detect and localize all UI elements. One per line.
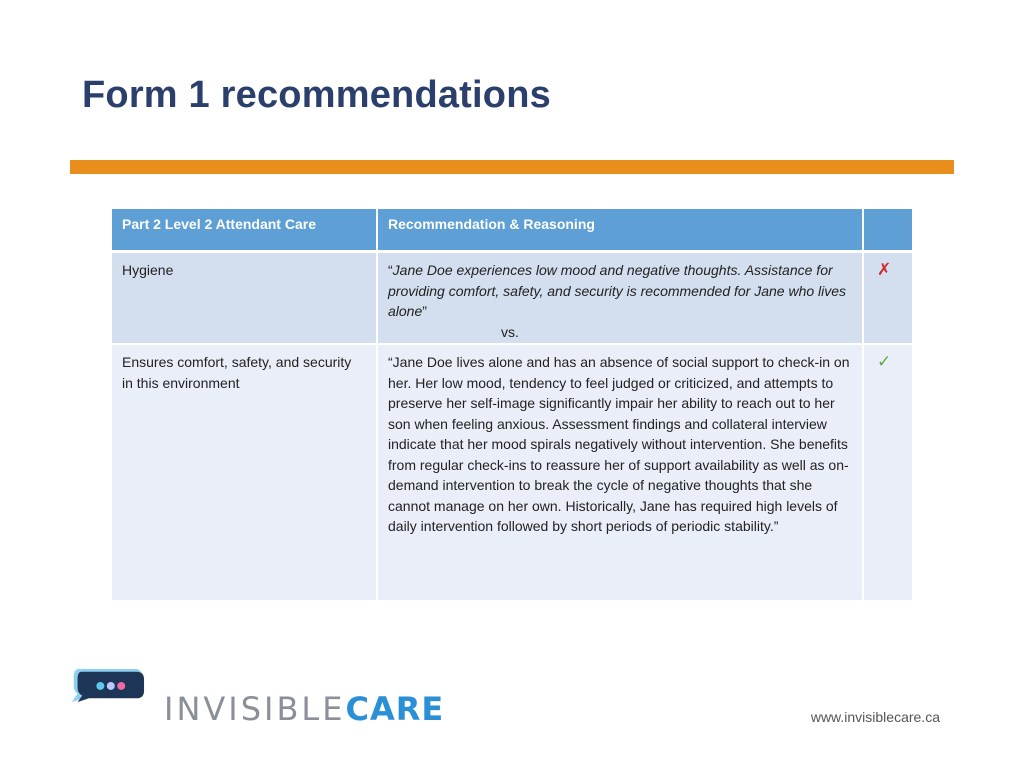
logo-text-invisible: INVISIBLE <box>164 690 346 728</box>
row-recommendation-cell <box>378 253 864 345</box>
open-quote: “ <box>388 262 393 278</box>
row-item-hygiene: Hygiene <box>112 253 378 345</box>
accent-divider <box>70 160 954 174</box>
close-quote: ” <box>422 303 427 319</box>
table-row <box>112 345 912 600</box>
header-attendant-care: Part 2 Level 2 Attendant Care <box>112 209 378 253</box>
recommendations-table <box>112 209 912 600</box>
cross-icon: ✗ <box>877 260 892 279</box>
header-recommendation: Recommendation & Reasoning <box>378 209 864 253</box>
table-row <box>112 253 912 345</box>
row-status-cell <box>864 345 912 600</box>
versus-label: vs. <box>501 323 519 340</box>
website-url: www.invisiblecare.ca <box>810 709 940 725</box>
chat-bubble-icon <box>66 666 148 704</box>
slide-title: Form 1 recommendations <box>82 74 551 116</box>
row-reasoning-cell <box>378 345 864 600</box>
row-item-comfort: Ensures comfort, safety, and security in this environment <box>112 345 378 600</box>
logo-wordmark <box>164 692 444 726</box>
recommendation-quote: Jane Doe experiences low mood and negative thoughts. Assistance for providing comfort, safety, and security is recommended for Jane who lives alone <box>388 262 847 319</box>
table-header-row <box>112 209 912 253</box>
logo-text-care: CARE <box>345 690 445 728</box>
reasoning-quote: “Jane Doe lives alone and has an absence of social support to check-in on her. Her low mood, tendency to feel judged or criticized, and attempts to preserve her self-image significantly impair her ability to reach out to her son when feeling anxious. Assessment findings and collateral interview indicate that her mood spirals negatively without intervention. She benefits from regular check-ins to reassure her of support availability as well as on-demand intervention to break the cycle of negative thoughts that she cannot manage on her own. Historically, Jane has required high levels of daily intervention followed by short periods of periodic stability.” <box>388 354 850 534</box>
header-status <box>864 209 912 253</box>
invisiblecare-logo <box>66 664 446 734</box>
check-icon: ✓ <box>877 352 892 371</box>
row-status-cell <box>864 253 912 345</box>
